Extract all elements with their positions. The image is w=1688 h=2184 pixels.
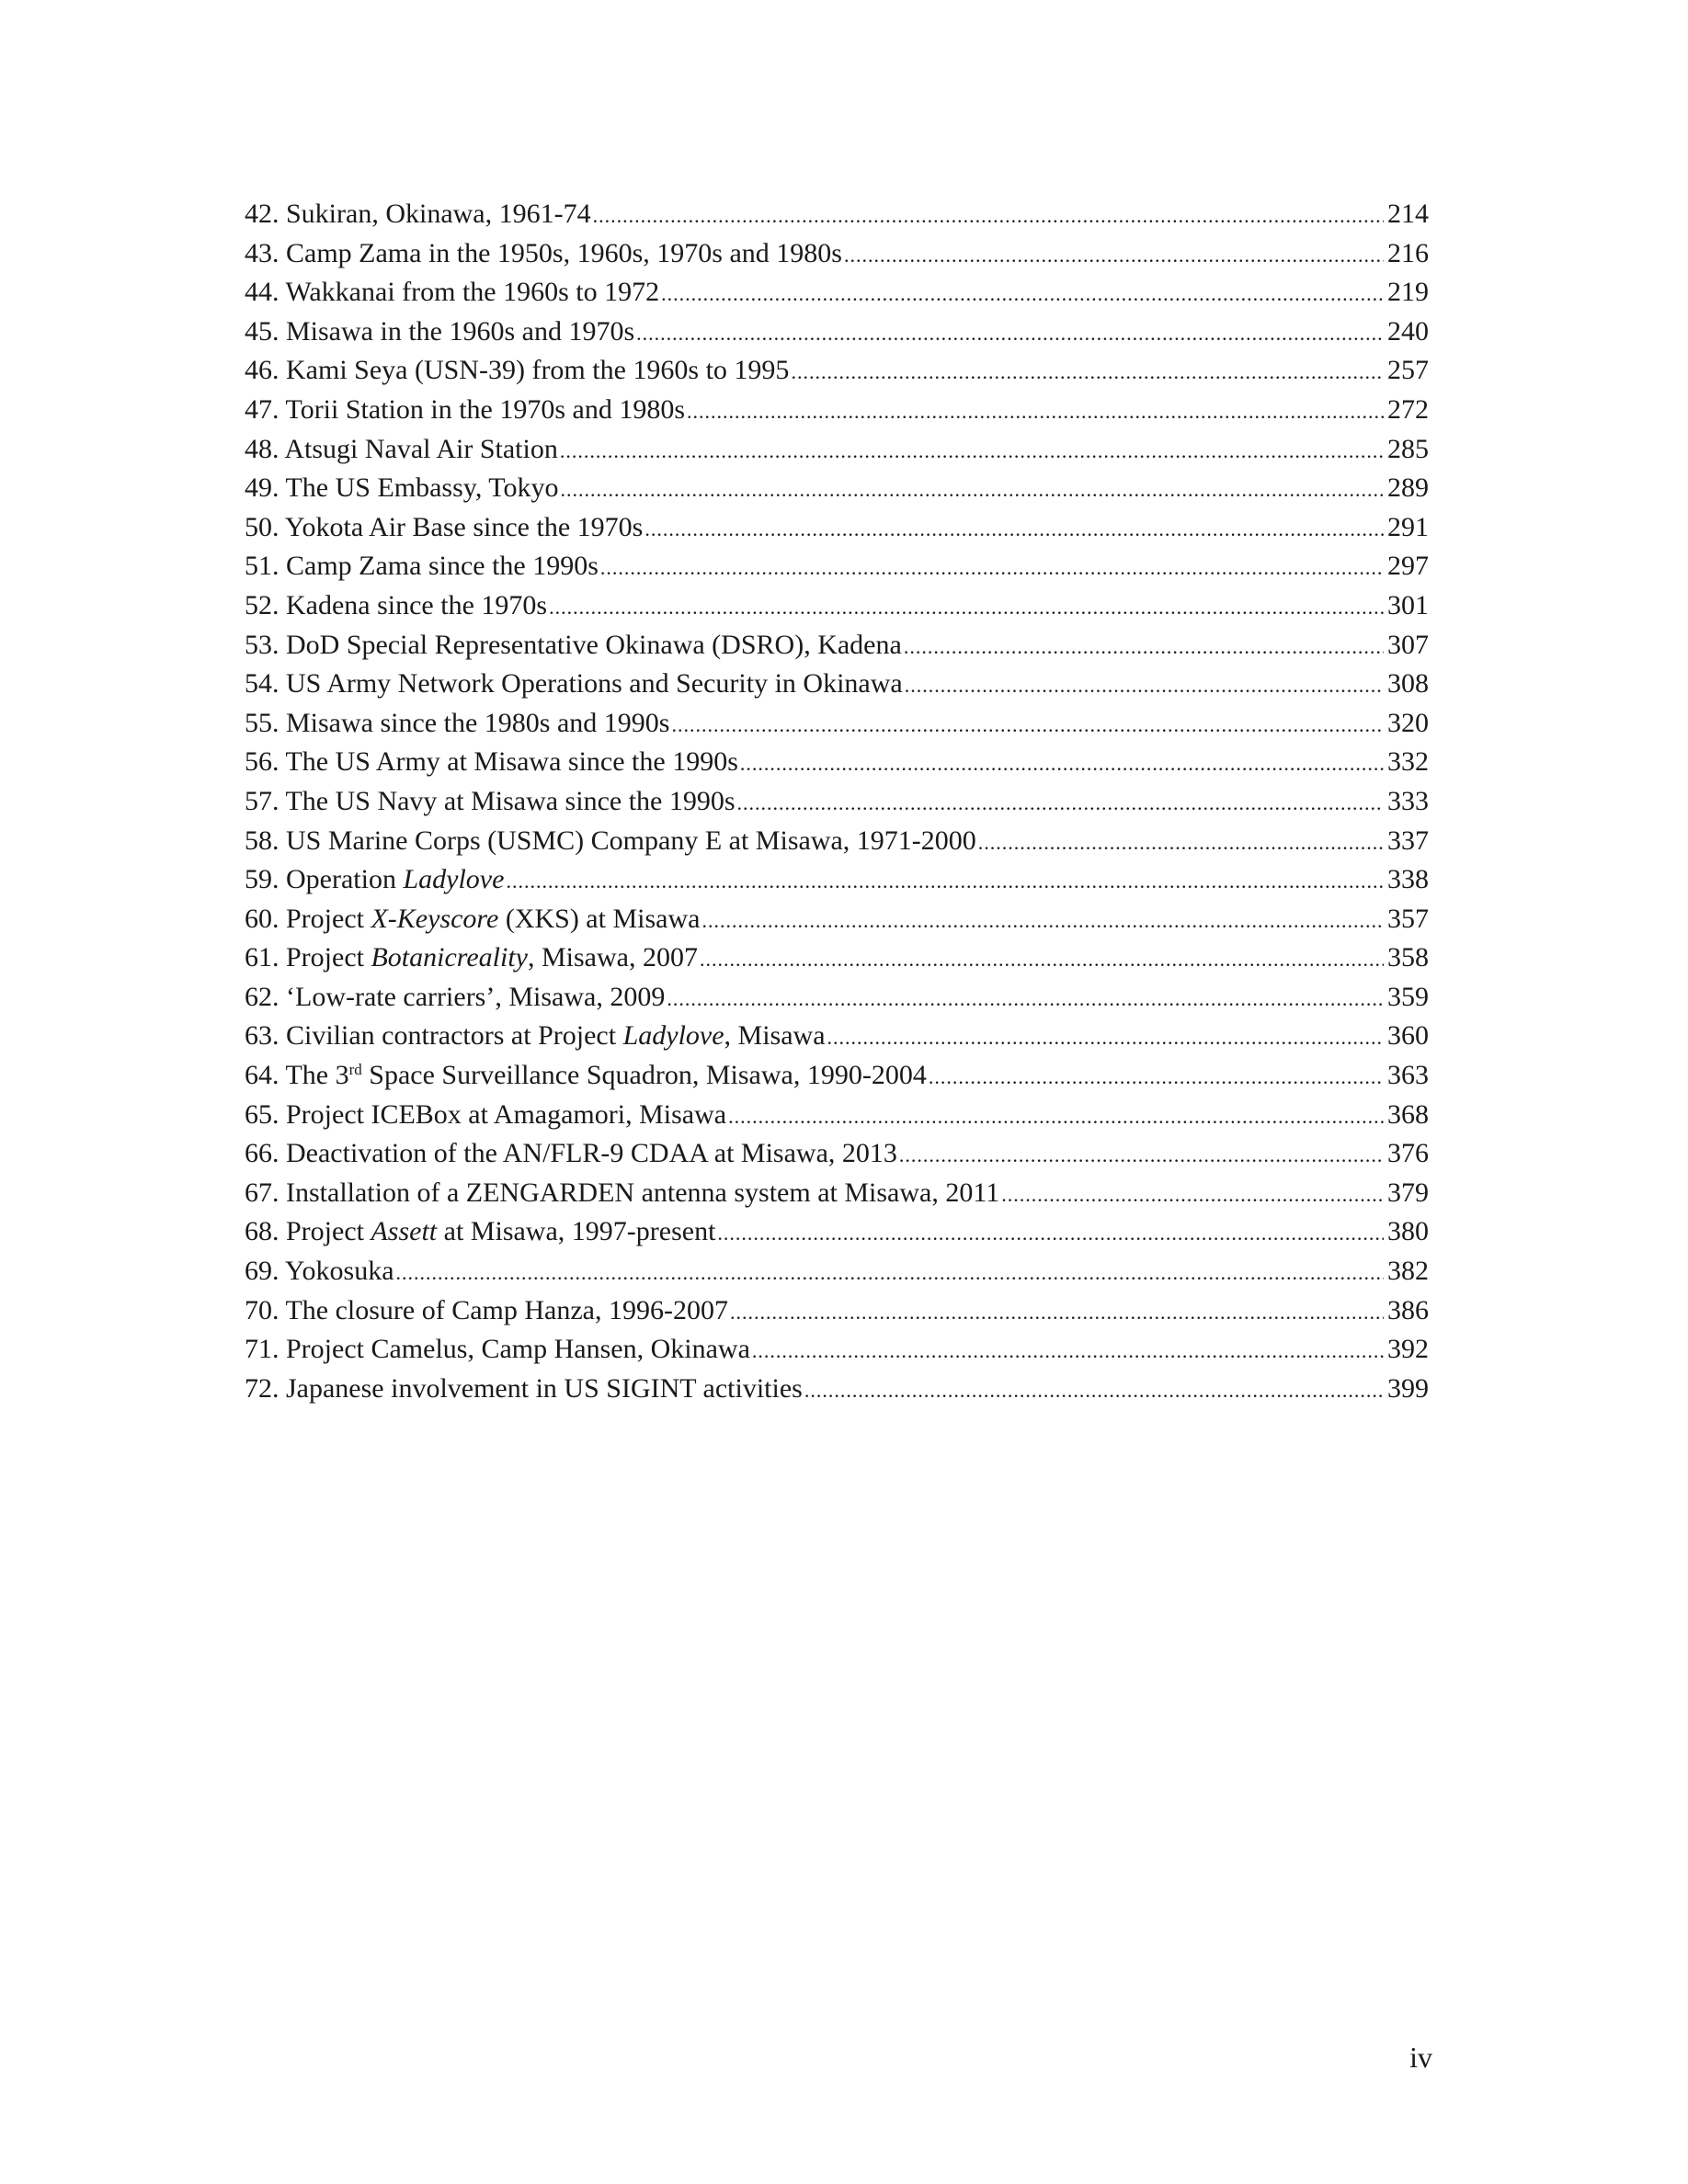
title-text: 67. Installation of a ZENGARDEN antenna system at Misawa, 2011 [245, 1177, 1000, 1208]
toc-entry-page: 338 [1387, 864, 1429, 895]
title-italic: Assett [371, 1216, 438, 1247]
dot-leader [978, 824, 1384, 861]
toc-entry-page: 257 [1387, 355, 1429, 386]
toc-entry-page: 307 [1387, 629, 1429, 660]
title-text: , Misawa, 2007 [528, 942, 698, 973]
dot-leader [561, 471, 1384, 508]
toc-entry-page: 285 [1387, 433, 1429, 464]
dot-leader [899, 1136, 1384, 1174]
toc-entry[interactable] [245, 1212, 1429, 1252]
dot-leader [752, 1332, 1384, 1370]
toc-entry-title [245, 1370, 803, 1409]
dot-leader [700, 940, 1384, 978]
toc-entry-title [245, 508, 643, 548]
toc-entry-page: 332 [1387, 746, 1429, 778]
toc-entry-page: 368 [1387, 1098, 1429, 1130]
dot-leader [844, 236, 1384, 274]
table-of-contents [245, 195, 1429, 1408]
toc-entry[interactable] [245, 1056, 1429, 1096]
title-text: Space Surveillance Squadron, Misawa, 1990-2004 [361, 1060, 927, 1091]
dot-leader [904, 628, 1384, 665]
toc-entry[interactable] [245, 900, 1429, 939]
title-text: 71. Project Camelus, Camp Hansen, Okinawa [245, 1334, 750, 1365]
title-text: 63. Civilian contractors at Project [245, 1020, 623, 1052]
toc-entry[interactable] [245, 313, 1429, 352]
toc-entry[interactable] [245, 430, 1429, 470]
title-text: 46. Kami Seya (USN-39) from the 1960s to 1995 [245, 355, 790, 386]
toc-entry[interactable] [245, 1370, 1429, 1409]
toc-entry-title [245, 1096, 726, 1135]
dot-leader [600, 549, 1384, 586]
toc-entry-title [245, 547, 599, 586]
title-italic: X-Keyscore [371, 903, 499, 934]
toc-entry-title [245, 704, 669, 744]
toc-entry-title [245, 195, 591, 234]
title-text: 58. US Marine Corps (USMC) Company E at Misawa, 1971-2000 [245, 825, 976, 856]
toc-entry[interactable] [245, 782, 1429, 822]
toc-entry-title [245, 1330, 750, 1370]
title-text: at Misawa, 1997-present [437, 1216, 716, 1247]
toc-entry-page: 272 [1387, 393, 1429, 425]
toc-entry-page: 216 [1387, 237, 1429, 268]
toc-entry[interactable] [245, 978, 1429, 1018]
title-text: 64. The 3 [245, 1060, 349, 1091]
toc-entry-page: 219 [1387, 277, 1429, 308]
dot-leader [730, 1293, 1384, 1331]
toc-entry-page: 289 [1387, 472, 1429, 504]
page-number: iv [1409, 2041, 1432, 2074]
title-text: (XKS) at Misawa [498, 903, 701, 934]
toc-entry-title [245, 1017, 826, 1056]
toc-entry-page: 399 [1387, 1372, 1429, 1404]
toc-entry-page: 357 [1387, 903, 1429, 934]
toc-entry-page: 214 [1387, 199, 1429, 229]
toc-entry[interactable] [245, 391, 1429, 430]
title-text: 55. Misawa since the 1980s and 1990s [245, 707, 670, 738]
toc-entry-page: 382 [1387, 1256, 1429, 1287]
toc-entry-page: 380 [1387, 1216, 1429, 1247]
title-text: 70. The closure of Camp Hanza, 1996-2007 [245, 1294, 728, 1325]
toc-entry-page: 320 [1387, 707, 1429, 738]
toc-entry-page: 240 [1387, 315, 1429, 347]
dot-leader [929, 1058, 1384, 1096]
dot-leader [593, 197, 1384, 234]
toc-entry-title [245, 1252, 394, 1291]
toc-entry[interactable] [245, 1134, 1429, 1174]
title-text: 60. Project [245, 903, 371, 934]
dot-leader [644, 510, 1384, 548]
toc-entry-page: 392 [1387, 1334, 1429, 1365]
title-text: 65. Project ICEBox at Amagamori, Misawa [245, 1098, 727, 1130]
title-text: 44. Wakkanai from the 1960s to 1972 [245, 277, 660, 308]
toc-entry-page: 337 [1387, 825, 1429, 856]
toc-entry[interactable] [245, 195, 1429, 234]
title-text: 61. Project [245, 942, 371, 973]
dot-leader [549, 588, 1384, 626]
toc-entry[interactable] [245, 273, 1429, 313]
title-text: 68. Project [245, 1216, 371, 1247]
dot-leader [728, 1098, 1384, 1135]
title-text: 51. Camp Zama since the 1990s [245, 551, 599, 582]
toc-entry[interactable] [245, 665, 1429, 704]
toc-entry-title [245, 978, 665, 1018]
toc-entry[interactable] [245, 1017, 1429, 1056]
title-text: 49. The US Embassy, Tokyo [245, 472, 559, 504]
dot-leader [791, 353, 1384, 391]
title-text: 69. Yokosuka [245, 1256, 394, 1287]
toc-entry-page: 386 [1387, 1294, 1429, 1325]
toc-entry-title [245, 430, 558, 470]
toc-entry-title [245, 1056, 927, 1096]
toc-entry-title [245, 822, 976, 861]
dot-leader [701, 902, 1384, 939]
toc-entry-page: 379 [1387, 1177, 1429, 1208]
dot-leader [671, 706, 1384, 744]
toc-entry[interactable] [245, 1252, 1429, 1291]
toc-entry-title [245, 743, 738, 782]
title-superscript: rd [348, 1061, 362, 1079]
toc-entry[interactable] [245, 1330, 1429, 1370]
title-text: 54. US Army Network Operations and Security in Okinawa [245, 668, 903, 700]
dot-leader [740, 745, 1384, 782]
toc-entry-title [245, 860, 504, 900]
toc-entry-page: 333 [1387, 785, 1429, 816]
toc-entry[interactable] [245, 626, 1429, 665]
toc-entry[interactable] [245, 508, 1429, 548]
dot-leader [661, 275, 1384, 313]
toc-entry-title [245, 1291, 728, 1331]
title-text: , Misawa [724, 1020, 826, 1052]
toc-entry-title [245, 391, 685, 430]
dot-leader [667, 980, 1384, 1018]
toc-entry[interactable] [245, 822, 1429, 861]
toc-entry[interactable] [245, 860, 1429, 900]
title-text: 66. Deactivation of the AN/FLR-9 CDAA at Misawa, 2013 [245, 1138, 897, 1169]
dot-leader [636, 314, 1384, 352]
toc-entry[interactable] [245, 1096, 1429, 1135]
title-text: 53. DoD Special Representative Okinawa (DSRO), Kadena [245, 629, 902, 660]
title-text: 56. The US Army at Misawa since the 1990s [245, 746, 738, 778]
title-text: 43. Camp Zama in the 1950s, 1960s, 1970s and 1980s [245, 237, 842, 268]
dot-leader [827, 1018, 1384, 1056]
dot-leader [506, 862, 1384, 900]
toc-entry-title [245, 782, 736, 822]
toc-entry-title [245, 665, 903, 704]
toc-entry[interactable] [245, 351, 1429, 391]
toc-entry-title [245, 234, 842, 274]
toc-entry-title [245, 1212, 715, 1252]
toc-entry-title [245, 1174, 999, 1213]
dot-leader [804, 1371, 1384, 1409]
title-text: 72. Japanese involvement in US SIGINT activities [245, 1372, 803, 1404]
toc-entry-page: 297 [1387, 551, 1429, 582]
dot-leader [737, 784, 1384, 822]
title-text: 52. Kadena since the 1970s [245, 589, 548, 620]
toc-entry-title [245, 900, 700, 939]
toc-entry[interactable] [245, 234, 1429, 274]
toc-entry-title [245, 1134, 897, 1174]
toc-entry-page: 363 [1387, 1060, 1429, 1091]
toc-entry-page: 308 [1387, 668, 1429, 700]
toc-entry[interactable] [245, 938, 1429, 978]
title-text: 47. Torii Station in the 1970s and 1980s [245, 393, 686, 425]
title-text: 57. The US Navy at Misawa since the 1990s [245, 785, 736, 816]
toc-entry-page: 301 [1387, 589, 1429, 620]
toc-entry[interactable] [245, 1174, 1429, 1213]
toc-entry[interactable] [245, 743, 1429, 782]
title-text: 62. ‘Low-rate carriers’, Misawa, 2009 [245, 981, 666, 1012]
toc-entry-title [245, 586, 547, 626]
dot-leader [1001, 1176, 1384, 1213]
dot-leader [396, 1254, 1384, 1291]
toc-entry-page: 291 [1387, 511, 1429, 542]
title-text: 50. Yokota Air Base since the 1970s [245, 511, 644, 542]
dot-leader [905, 666, 1384, 704]
title-italic: Ladylove [403, 864, 505, 895]
toc-entry-page: 358 [1387, 942, 1429, 973]
toc-entry-title [245, 626, 902, 665]
toc-entry-title [245, 351, 789, 391]
dot-leader [560, 432, 1384, 470]
dot-leader [687, 392, 1384, 430]
title-text: 42. Sukiran, Okinawa, 1961-74 [245, 199, 591, 229]
title-text: 59. Operation [245, 864, 404, 895]
toc-entry[interactable] [245, 1291, 1429, 1331]
toc-entry-page: 360 [1387, 1020, 1429, 1052]
toc-entry-title [245, 313, 634, 352]
toc-entry-title [245, 273, 659, 313]
toc-entry-page: 359 [1387, 981, 1429, 1012]
title-italic: Botanicreality [371, 942, 528, 973]
toc-entry[interactable] [245, 586, 1429, 626]
toc-entry-title [245, 469, 559, 508]
title-italic: Ladylove [622, 1020, 724, 1052]
toc-entry[interactable] [245, 469, 1429, 508]
toc-entry[interactable] [245, 547, 1429, 586]
toc-entry-title [245, 938, 698, 978]
toc-entry-page: 376 [1387, 1138, 1429, 1169]
title-text: 48. Atsugi Naval Air Station [245, 433, 558, 464]
dot-leader [717, 1214, 1384, 1252]
title-text: 45. Misawa in the 1960s and 1970s [245, 315, 635, 347]
toc-entry[interactable] [245, 704, 1429, 744]
